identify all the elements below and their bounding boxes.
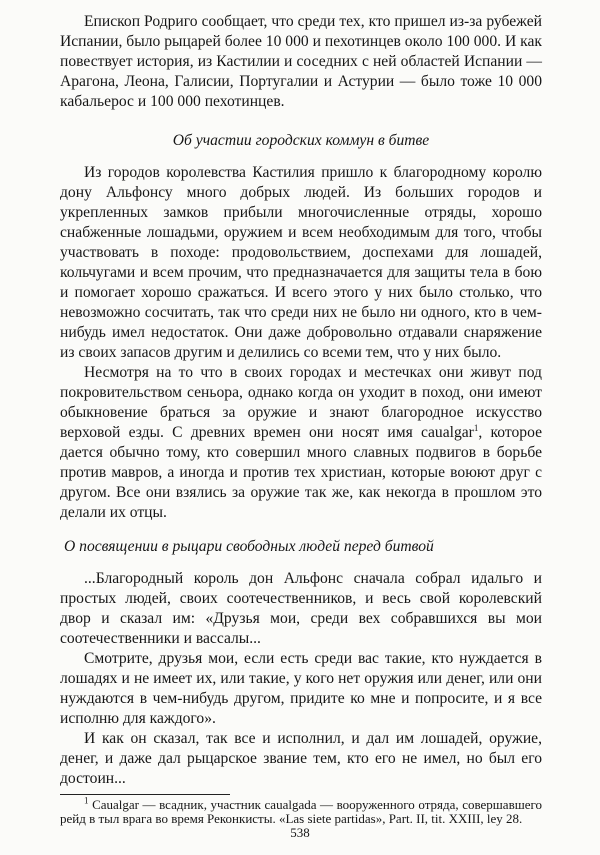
section-heading-knighting: О посвящении в рыцари свободных людей перед битвой	[64, 538, 434, 555]
paragraph-knighting-3: И как он сказал, так все и исполнил, и дал им лошадей, оружие, денег, и даже дал рыцарское звание тем, кто его не имел, но был его достоин...	[60, 730, 542, 787]
footnote-text: Caualgar — всадник, участник caualgada — вооруженного отряда, совершавшего рейд в тыл врага во время Реконкисты. «Las siete partidas», Part. II, tit. XXIII, ley 28.	[60, 797, 543, 826]
paragraph-communes-1: Из городов королевства Кастилия пришло к благородному королю дону Альфонсу много добрых людей. Из больших городов и укрепленных замков прибыли многочисленные отряды, хорошо снабженные лошадьми, оружием и всем необходимым для того, чтобы участвовать в походе: продовольствием, доспехами для лошадей, кольчугами и всем прочим, что предназначается для защиты тела в бою и помогает хорошо сражаться. И всего этого у них было столько, что невозможно сосчитать, так что среди них не было ни одного, кто в чем-нибудь имел недостаток. Они даже добровольно отдавали снаряжение из своих запасов другим и делились со всеми тем, что у них было.	[60, 164, 542, 361]
paragraph-knighting-2: Смотрите, друзья мои, если есть среди вас такие, кто нуждается в лошадях и не имеет их, или такие, у кого нет оружия или денег, или они нуждаются в чем-нибудь другом, придите ко мне и попросите, и я все исполню для каждого».	[60, 650, 542, 727]
section-heading-communes: Об участии городских коммун в битве	[172, 132, 430, 149]
footnote-mark: 1	[84, 795, 89, 806]
paragraph-knighting-1: ...Благородный король дон Альфонс сначала собрал идальго и простых людей, своих соотечественников, и весь свой королевский двор и сказал им: «Друзья мои, среди вех собравшихся вы мои соотечественники и вассалы...	[60, 570, 542, 647]
paragraph-text-before: Несмотря на то что в своих городах и местечках они живут под покровительством сеньора, однако когда он уходит в поход, они имеют обыкновение браться за оружие и знают благородное искусство верховой езды. С древних времен они носят имя caualgar	[60, 364, 542, 441]
paragraph-text-after: , которое дается обычно тому, кто совершил много славных подвигов в борьбе против мавров, а иногда и против тех христиан, которые воюют друг с другом. Все они взялись за оружие так же, как некогда в прошлом это делали их отцы.	[60, 424, 542, 521]
page-number: 538	[290, 825, 310, 840]
paragraph-intro: Епископ Родриго сообщает, что среди тех, кто пришел из-за рубежей Испании, было рыцарей более 10 000 и пехотинцев около 100 000. И как повествует история, из Кастилии и соседних с ней областей Испании — Арагона, Леона, Галисии, Португалии и Астурии — было тоже 10 000 кабальерос и 100 000 пехотинцев.	[60, 13, 542, 110]
footnote	[60, 795, 543, 826]
footnote-reference: 1	[473, 422, 479, 433]
paragraph-communes-2	[60, 363, 542, 523]
